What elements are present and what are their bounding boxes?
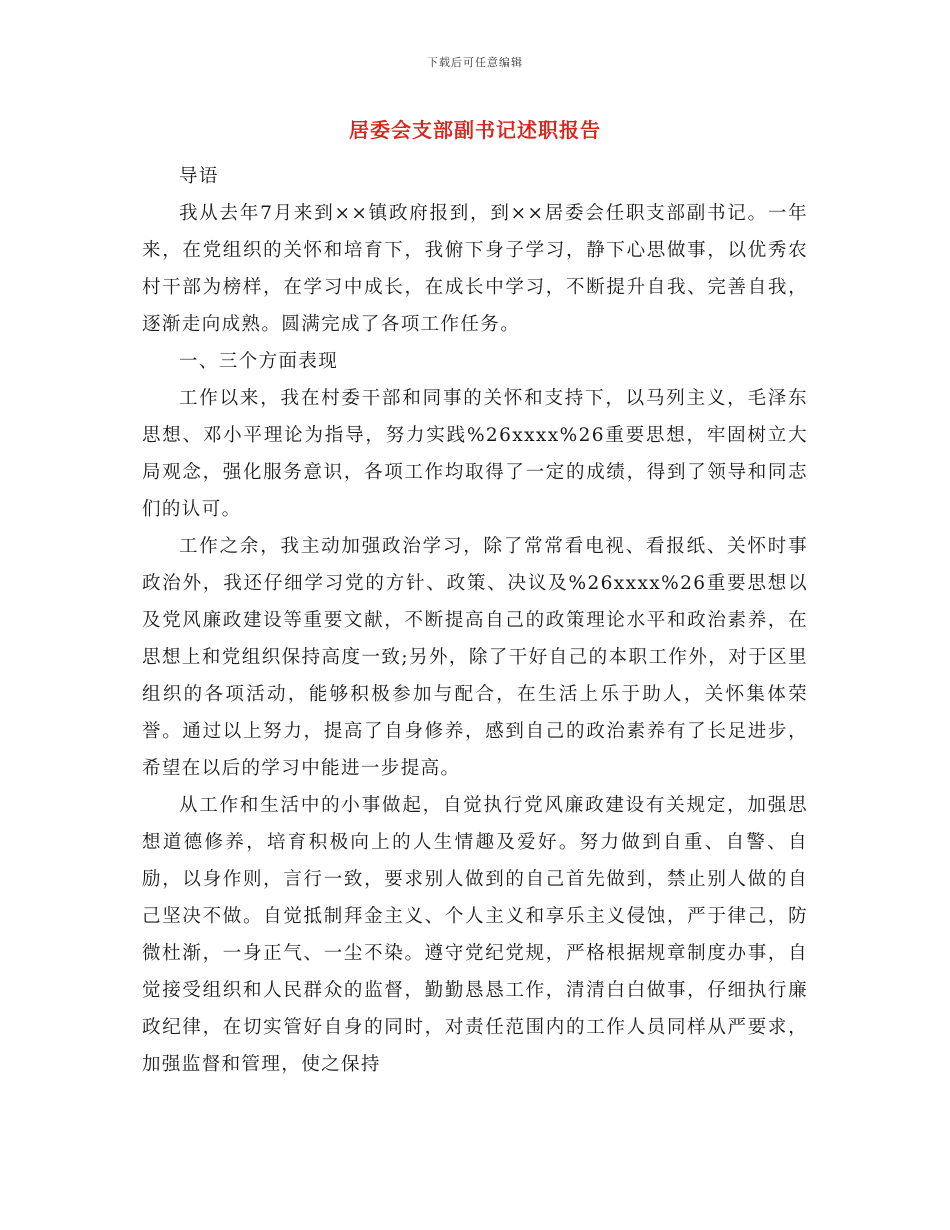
- document-title: 居委会支部副书记述职报告: [349, 118, 601, 142]
- paragraph: 从工作和生活中的小事做起，自觉执行党风廉政建设有关规定，加强思想道德修养，培育积极向上的人生情趣及爱好。努力做到自重、自警、自励，以身作则，言行一致，要求别人做到的自己首先做到，禁止别人做的自己坚决不做。自觉抵制拜金主义、个人主义和享乐主义侵蚀，严于律己，防微杜渐，一身正气、一尘不染。遵守党纪党规，严格根据规章制度办事，自觉接受组织和人民群众的监督，勤勤恳恳工作，清清白白做事，仔细执行廉政纪律，在切实管好自身的同时，对责任范围内的工作人员同样从严要求，加强监督和管理，使之保持: [142, 795, 808, 1075]
- paragraph: 工作以来，我在村委干部和同事的关怀和支持下，以马列主义，毛泽东思想、邓小平理论为指导，努力实践%26xxxx%26重要思想，牢固树立大局观念，强化服务意识，各项工作均取得了一定的成绩，得到了领导和同志们的认可。: [142, 388, 808, 520]
- paragraph-intro-heading: 导语: [179, 166, 219, 187]
- paragraph: 工作之余，我主动加强政治学习，除了常常看电视、看报纸、关怀时事政治外，我还仔细学习党的方针、政策、决议及%26xxxx%26重要思想以及党风廉政建设等重要文献，不断提高自己的政策理论水平和政治素养，在思想上和党组织保持高度一致;另外，除了干好自己的本职工作外，对于区里组织的各项活动，能够积极参加与配合，在生活上乐于助人，关怀集体荣誉。通过以上努力，提高了自身修养，感到自己的政治素养有了长足进步，希望在以后的学习中能进一步提高。: [142, 536, 808, 779]
- document-body: [142, 158, 808, 1083]
- header-note: 下载后可任意编辑: [427, 56, 523, 69]
- paragraph-intro: 我从去年7月来到××镇政府报到，到××居委会任职支部副书记。一年来，在党组织的关怀和培育下，我俯下身子学习，静下心思做事，以优秀农村干部为榜样，在学习中成长，在成长中学习，不断提升自我、完善自我，逐渐走向成熟。圆满完成了各项工作任务。: [142, 203, 808, 335]
- section-heading-1: 一、三个方面表现: [179, 351, 339, 372]
